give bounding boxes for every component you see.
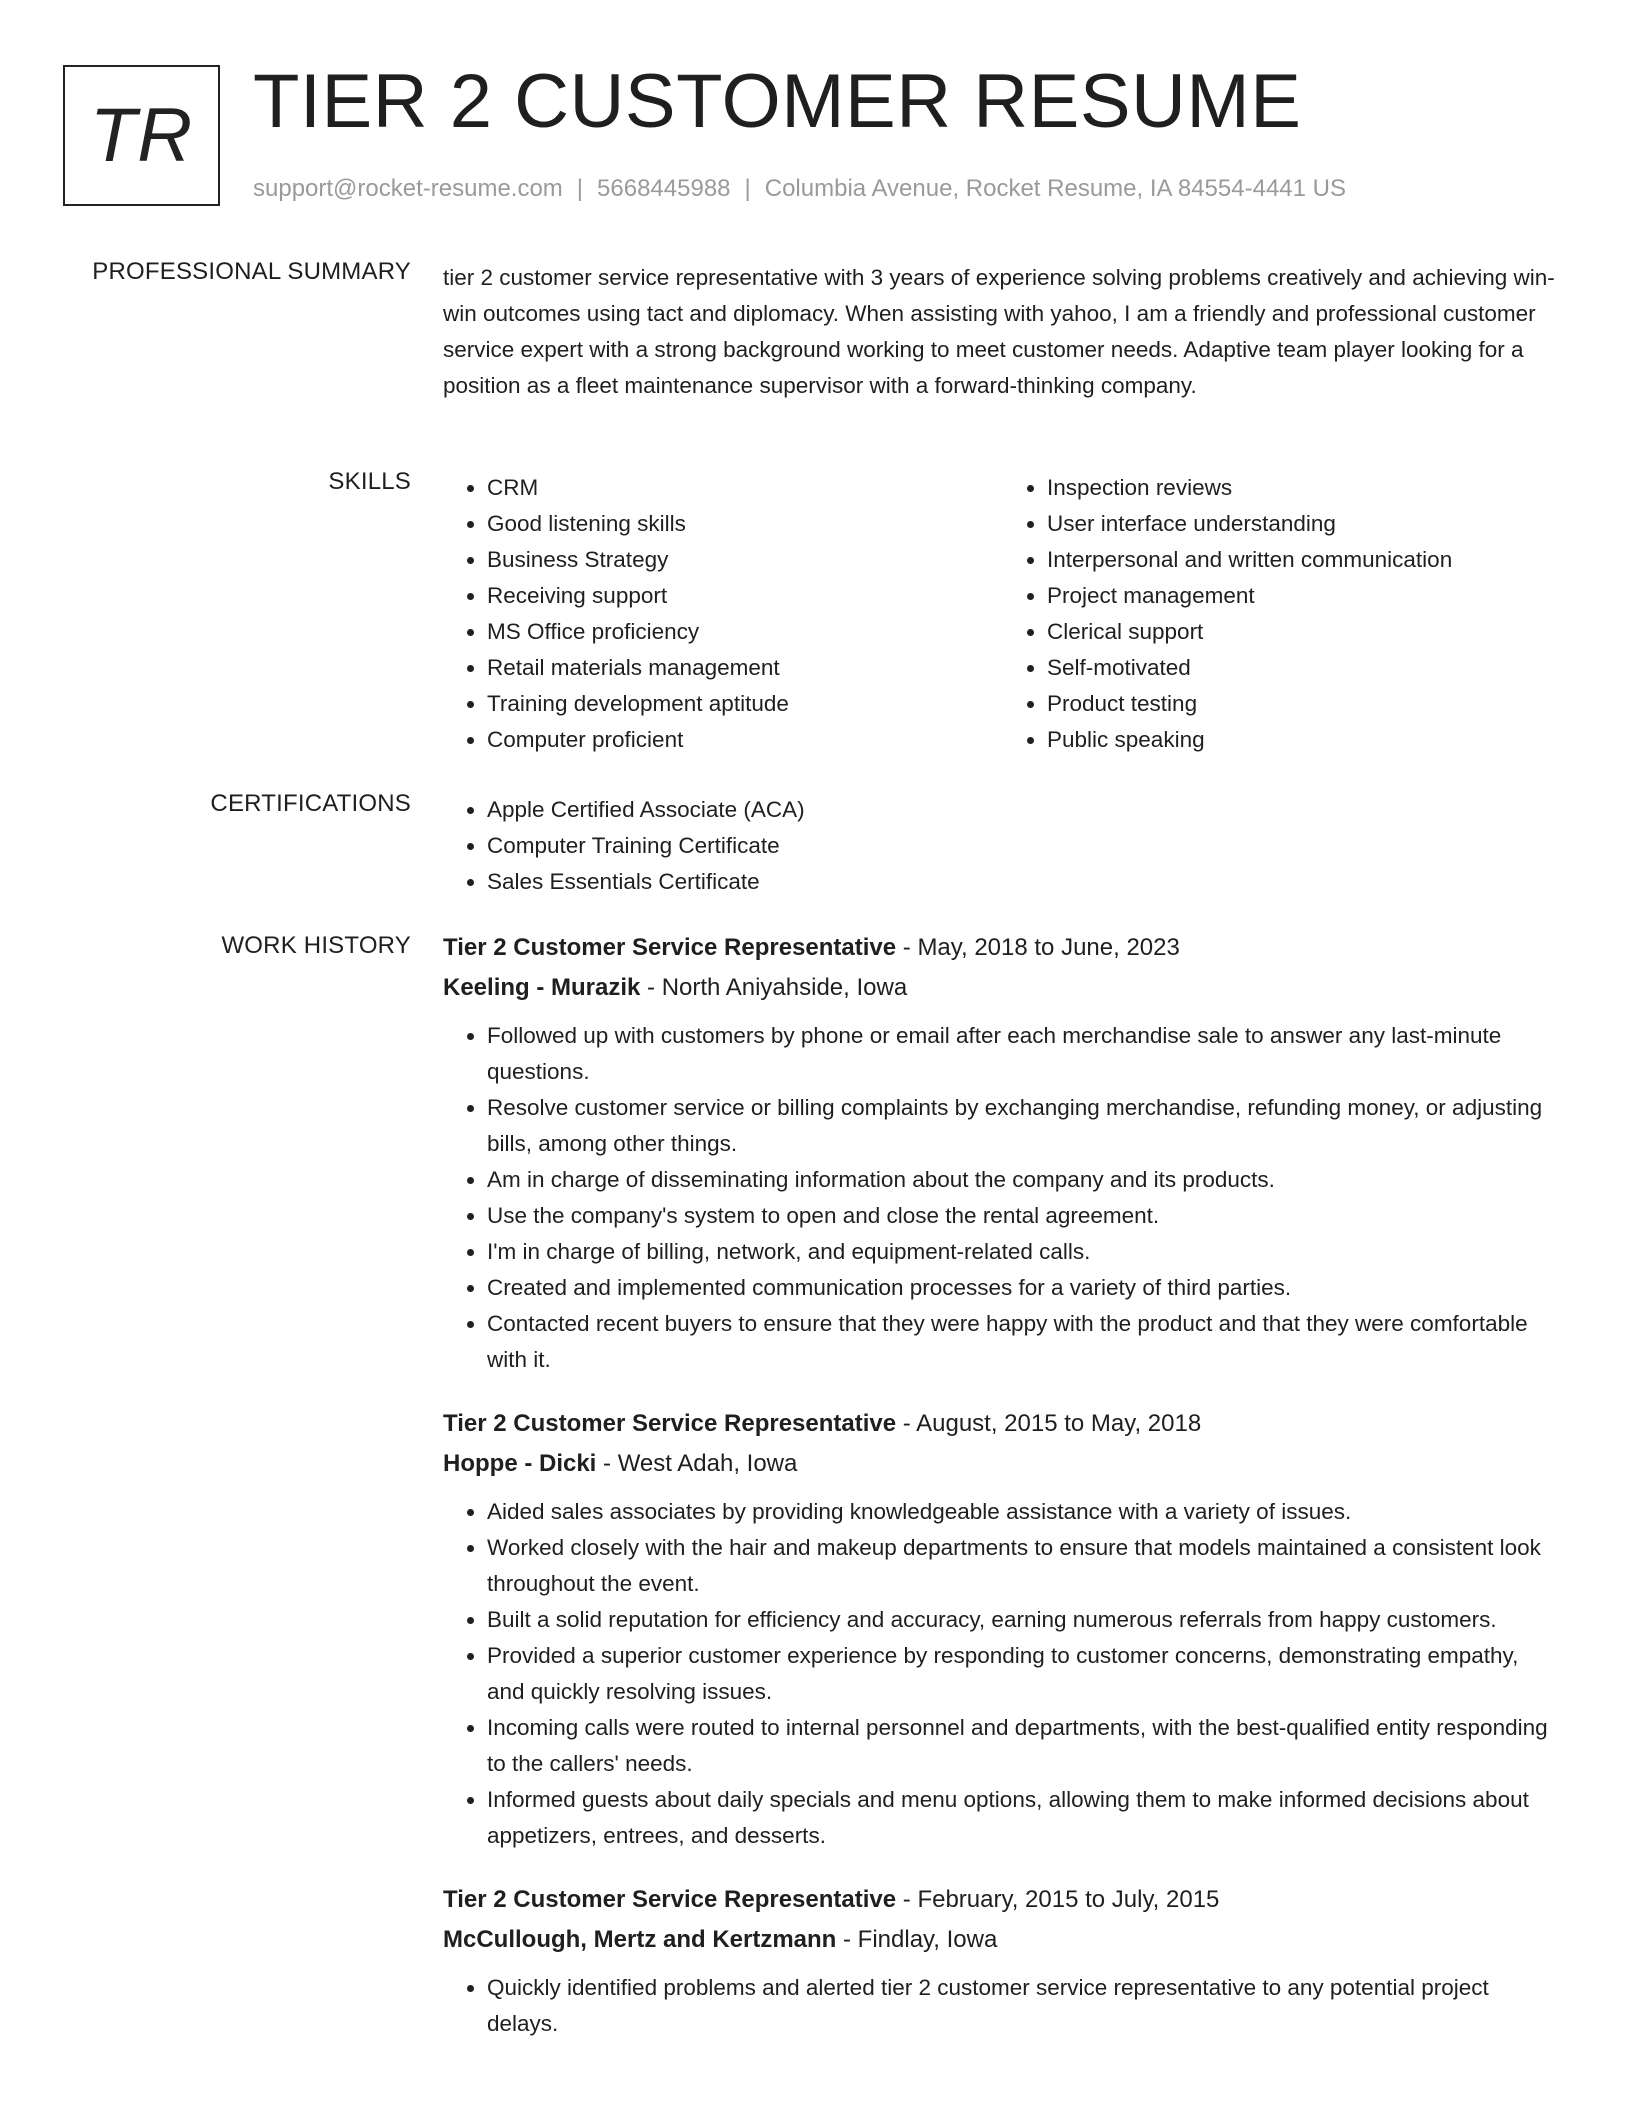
job-bullet: • Followed up with customers by phone or email after each merchandise sale to answer any last-minute questions. — [487, 1018, 1563, 1090]
skill-item: • Self-motivated — [1047, 650, 1563, 686]
job-dates: - February, 2015 to July, 2015 — [896, 1886, 1220, 1913]
section-label-certifications: CERTIFICATIONS — [210, 790, 411, 817]
job-location: - Findlay, Iowa — [836, 1926, 998, 1953]
job-entry — [443, 1880, 1563, 2042]
job-company: McCullough, Mertz and Kertzmann — [443, 1926, 837, 1953]
certifications-list — [443, 792, 1563, 900]
job-company: Keeling - Murazik — [443, 974, 641, 1001]
skill-item: • Product testing — [1047, 686, 1563, 722]
job-bullet: • Created and implemented communication processes for a variety of third parties. — [487, 1270, 1563, 1306]
contact-separator: | — [744, 175, 751, 202]
job-location: - North Aniyahside, Iowa — [640, 974, 908, 1001]
skill-item: • Computer proficient — [487, 722, 1003, 758]
section-label-skills: SKILLS — [328, 468, 411, 495]
summary-text: tier 2 customer service representative with 3 years of experience solving problems creatively and achieving win-win outcomes using tact and diplomacy. When assisting with yahoo, I am a friendly and professional customer service expert with a strong background working to meet customer needs. Adaptive team player looking for a position as a fleet maintenance supervisor with a forward-thinking company. — [443, 265, 1555, 398]
contact-email[interactable]: support@rocket-resume.com — [253, 175, 563, 202]
job-entry — [443, 1404, 1563, 1854]
job-title-line — [443, 1404, 1563, 1444]
skills-list-left — [443, 470, 1003, 758]
job-title: Tier 2 Customer Service Representative — [443, 1886, 897, 1913]
section-label-work-history: WORK HISTORY — [221, 932, 411, 959]
job-bullet: • Worked closely with the hair and makeup departments to ensure that models maintained a consistent look throughout the event. — [487, 1530, 1563, 1602]
skill-item: • User interface understanding — [1047, 506, 1563, 542]
job-company-line — [443, 1444, 1563, 1484]
job-company-line — [443, 968, 1563, 1008]
skill-item: • Retail materials management — [487, 650, 1003, 686]
job-title: Tier 2 Customer Service Representative — [443, 1410, 897, 1437]
section-label-summary: PROFESSIONAL SUMMARY — [92, 258, 411, 285]
job-bullet: • Provided a superior customer experience by responding to customer concerns, demonstrating empathy, and quickly resolving issues. — [487, 1638, 1563, 1710]
skill-item: • Interpersonal and written communication — [1047, 542, 1563, 578]
job-bullets — [443, 1494, 1563, 1854]
contact-address: Columbia Avenue, Rocket Resume, IA 84554-4441 US — [764, 175, 1346, 202]
skills-list-right — [1003, 470, 1563, 758]
job-bullet: • Incoming calls were routed to internal personnel and departments, with the best-qualified entity responding to the callers' needs. — [487, 1710, 1563, 1782]
contact-phone[interactable]: 5668445988 — [597, 175, 731, 202]
skill-item: • Clerical support — [1047, 614, 1563, 650]
job-bullet: • Built a solid reputation for efficiency and accuracy, earning numerous referrals from happy customers. — [487, 1602, 1563, 1638]
skill-item: • Training development aptitude — [487, 686, 1003, 722]
job-entry — [443, 928, 1563, 1378]
job-bullet: • Am in charge of disseminating information about the company and its products. — [487, 1162, 1563, 1198]
job-bullet: • I'm in charge of billing, network, and equipment-related calls. — [487, 1234, 1563, 1270]
job-title-line — [443, 928, 1563, 968]
job-bullet: • Aided sales associates by providing knowledgeable assistance with a variety of issues. — [487, 1494, 1563, 1530]
job-bullet: • Use the company's system to open and close the rental agreement. — [487, 1198, 1563, 1234]
certification-item: • Apple Certified Associate (ACA) — [487, 792, 1563, 828]
job-bullet: • Quickly identified problems and alerted tier 2 customer service representative to any potential project delays. — [487, 1970, 1563, 2042]
certification-item: • Computer Training Certificate — [487, 828, 1563, 864]
skill-item: • Good listening skills — [487, 506, 1003, 542]
skill-item: • MS Office proficiency — [487, 614, 1003, 650]
skill-item: • CRM — [487, 470, 1003, 506]
job-bullet: • Contacted recent buyers to ensure that they were happy with the product and that they were comfortable with it. — [487, 1306, 1563, 1378]
skill-item: • Project management — [1047, 578, 1563, 614]
resume-title: TIER 2 CUSTOMER RESUME — [253, 59, 1302, 144]
job-location: - West Adah, Iowa — [596, 1450, 798, 1477]
monogram-logo: TR — [63, 65, 220, 206]
job-bullets — [443, 1018, 1563, 1378]
job-title: Tier 2 Customer Service Representative — [443, 934, 897, 961]
job-bullets — [443, 1970, 1563, 2042]
job-dates: - August, 2015 to May, 2018 — [896, 1410, 1202, 1437]
skill-item: • Public speaking — [1047, 722, 1563, 758]
certification-item: • Sales Essentials Certificate — [487, 864, 1563, 900]
job-company: Hoppe - Dicki — [443, 1450, 597, 1477]
contact-line — [253, 175, 1346, 203]
job-company-line — [443, 1920, 1563, 1960]
job-title-line — [443, 1880, 1563, 1920]
contact-separator: | — [576, 175, 584, 202]
skill-item: • Receiving support — [487, 578, 1003, 614]
skill-item: • Inspection reviews — [1047, 470, 1563, 506]
job-dates: - May, 2018 to June, 2023 — [896, 934, 1180, 961]
job-bullet: • Resolve customer service or billing complaints by exchanging merchandise, refunding money, or adjusting bills, among other things. — [487, 1090, 1563, 1162]
job-bullet: • Informed guests about daily specials and menu options, allowing them to make informed decisions about appetizers, entrees, and desserts. — [487, 1782, 1563, 1854]
skill-item: • Business Strategy — [487, 542, 1003, 578]
